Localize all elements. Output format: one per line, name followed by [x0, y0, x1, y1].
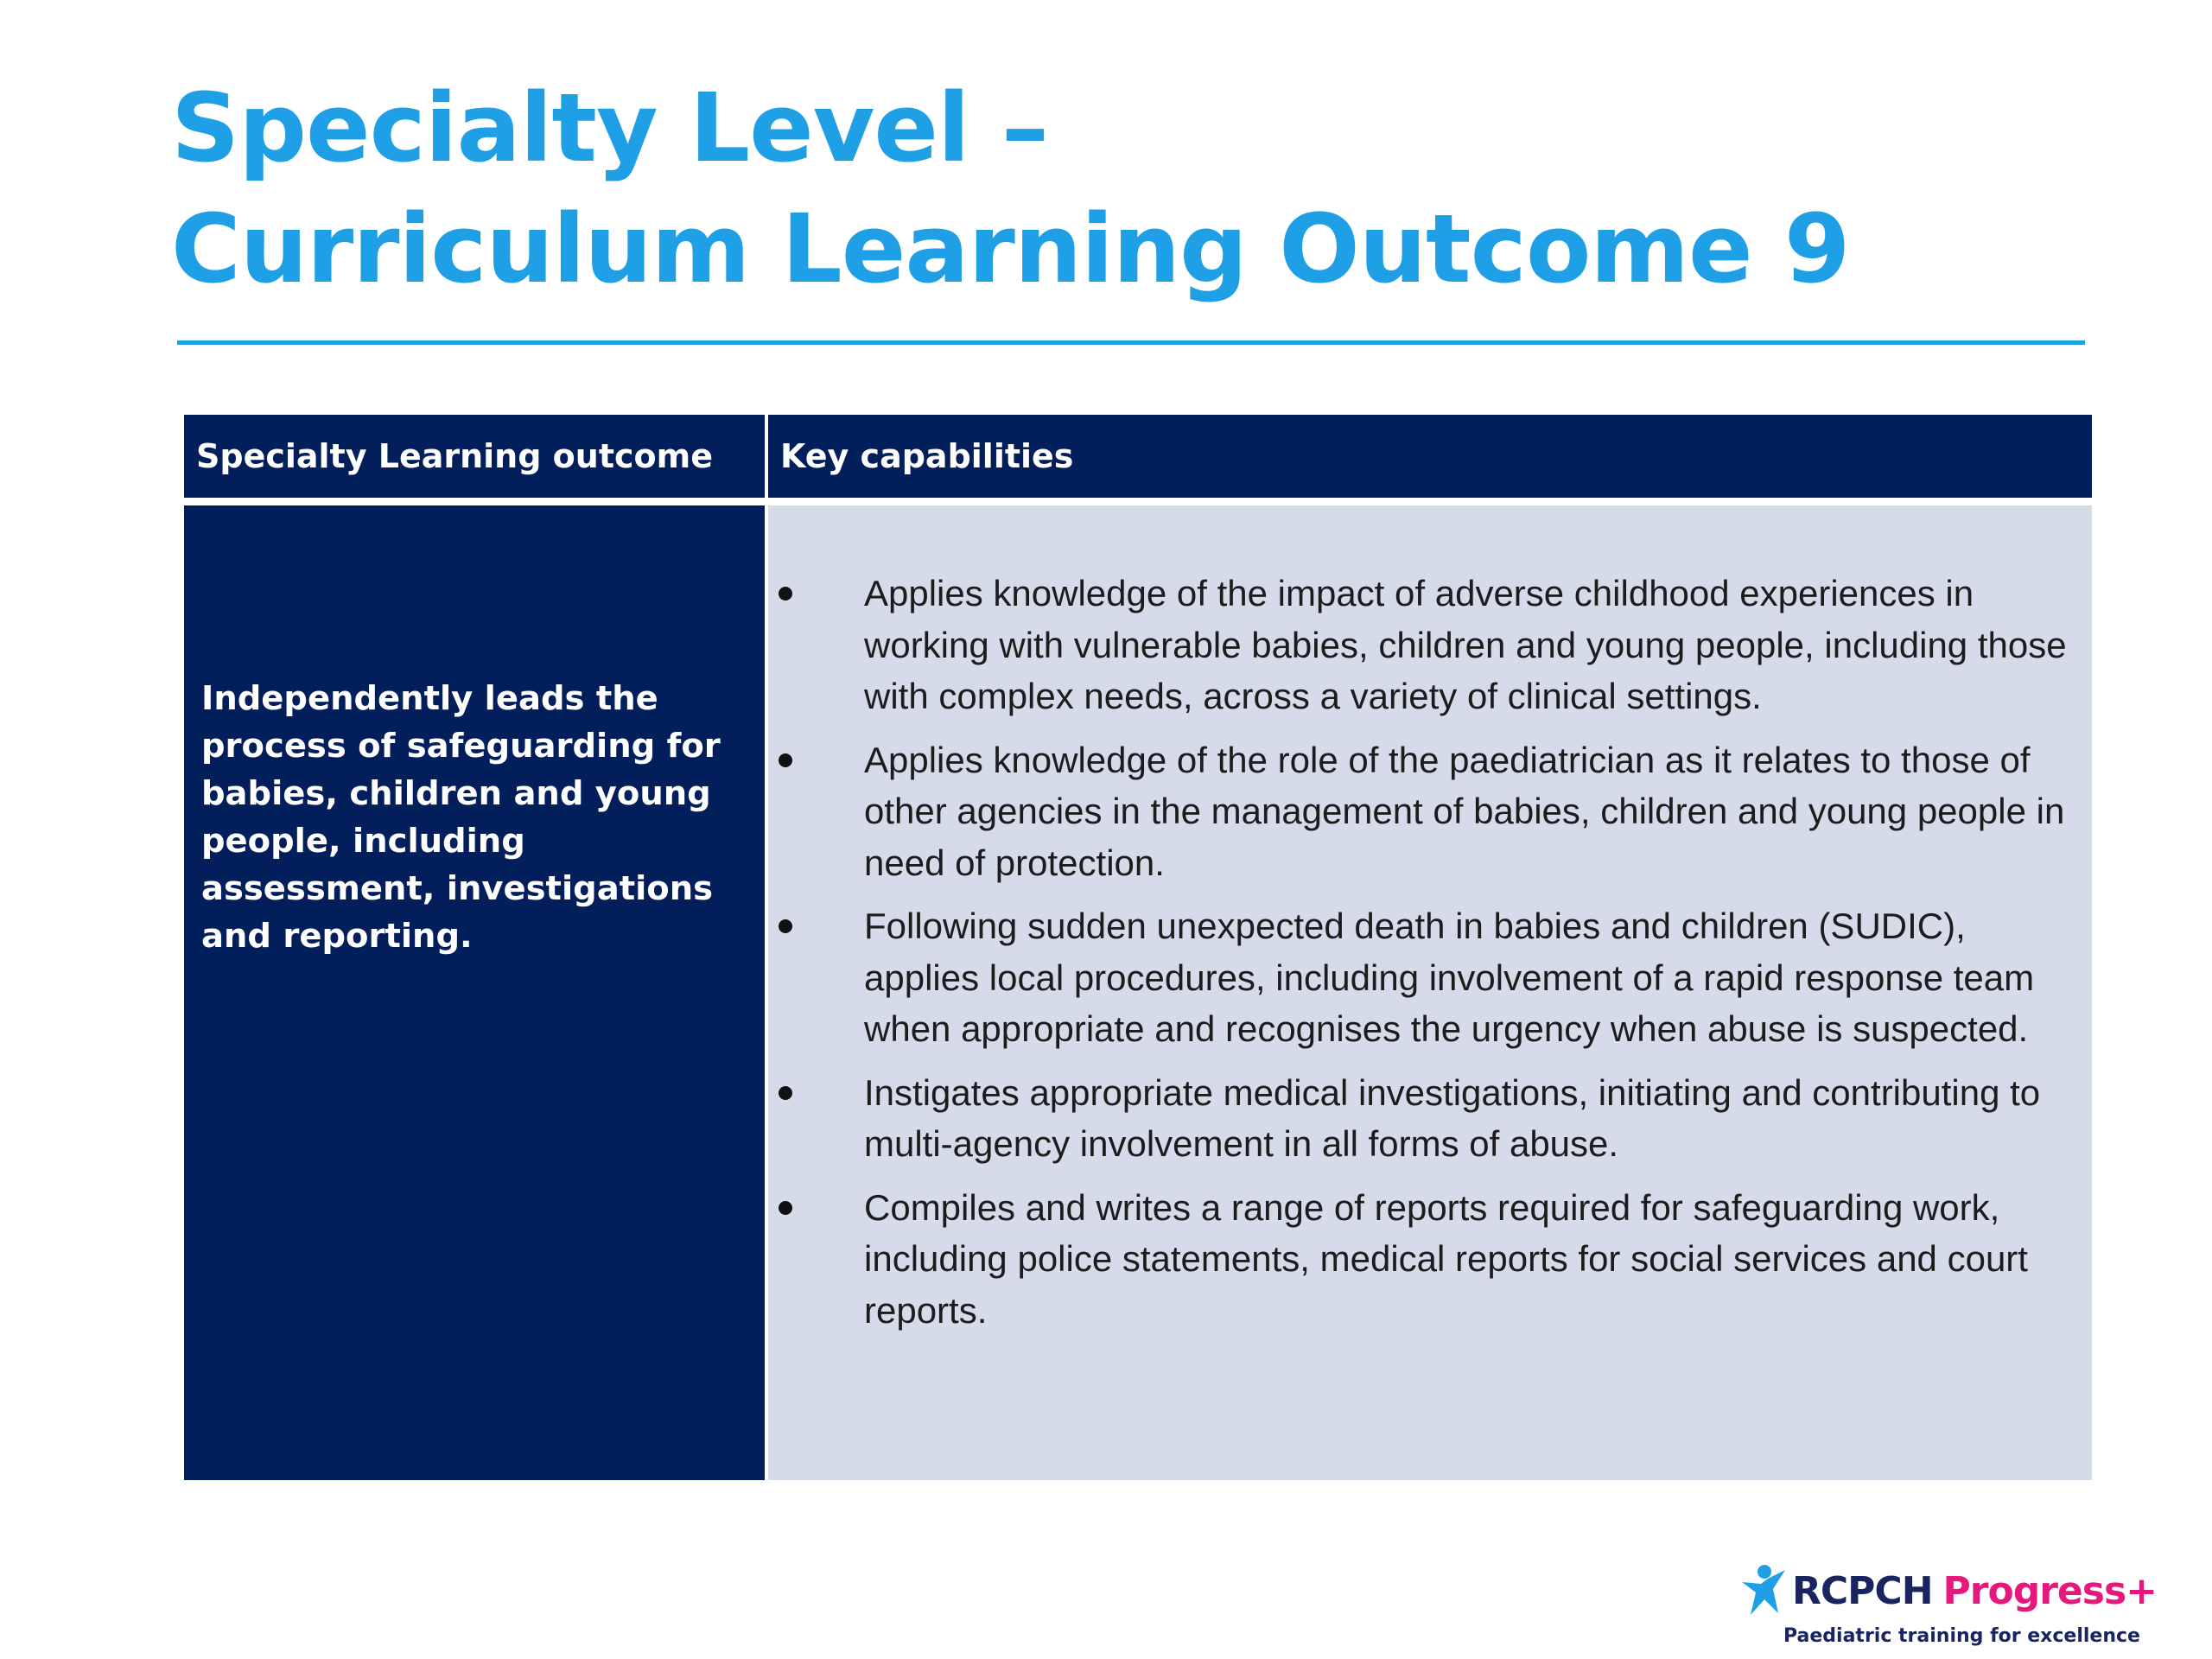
capability-item — [779, 900, 2076, 1055]
capability-item — [779, 568, 2076, 722]
capability-text: Compiles and writes a range of reports required for safeguarding work, including police statements, medical reports for social services and court reports. — [864, 1186, 2028, 1331]
logo-product: Progress+ — [1942, 1568, 2158, 1613]
capability-text: Instigates appropriate medical investigations, initiating and contributing to multi-agency involvement in all forms of abuse. — [864, 1071, 2041, 1164]
logo-tagline: Paediatric training for excellence — [1783, 1625, 2140, 1647]
star-child-icon — [1738, 1563, 1789, 1618]
learning-outcome-cell — [184, 505, 765, 1480]
key-capabilities-cell — [768, 505, 2092, 1480]
slide-title — [171, 67, 1849, 309]
header-specialty-learning-outcome: Specialty Learning outcome — [184, 415, 765, 498]
capability-text: Applies knowledge of the impact of adverse childhood experiences in working with vulnerable babies, children and young people, including those with complex needs, across a variety of clinical settings. — [864, 573, 2067, 716]
bullet-icon — [779, 753, 792, 767]
bullet-icon — [779, 1201, 792, 1215]
capability-item — [779, 734, 2076, 889]
slide-title-line-2: Curriculum Learning Outcome 9 — [171, 194, 1850, 304]
bullet-icon — [779, 919, 792, 933]
capability-item — [779, 1182, 2076, 1337]
capability-text: Following sudden unexpected death in babies and children (SUDIC), applies local procedures, including involvement of a rapid response team when appropriate and recognises the urgency when abuse is suspected. — [864, 906, 2035, 1049]
capabilities-list — [779, 568, 2076, 1336]
title-divider — [177, 340, 2085, 345]
capability-text: Applies knowledge of the role of the paediatrician as it relates to those of other agencies in the management of babies, children and young people in need of protection. — [864, 739, 2065, 883]
outcome-table — [184, 415, 2092, 1480]
bullet-icon — [779, 1086, 792, 1100]
rcpch-progress-logo — [1738, 1560, 2188, 1655]
capability-item — [779, 1067, 2076, 1170]
learning-outcome-text: Independently leads the process of safeguarding for babies, children and young people, including assessment, investigations and reporting. — [201, 679, 721, 956]
slide-title-line-1: Specialty Level – — [171, 73, 1049, 183]
bullet-icon — [779, 587, 792, 601]
logo-brand: RCPCH — [1792, 1568, 1933, 1613]
header-key-capabilities: Key capabilities — [768, 415, 2092, 498]
